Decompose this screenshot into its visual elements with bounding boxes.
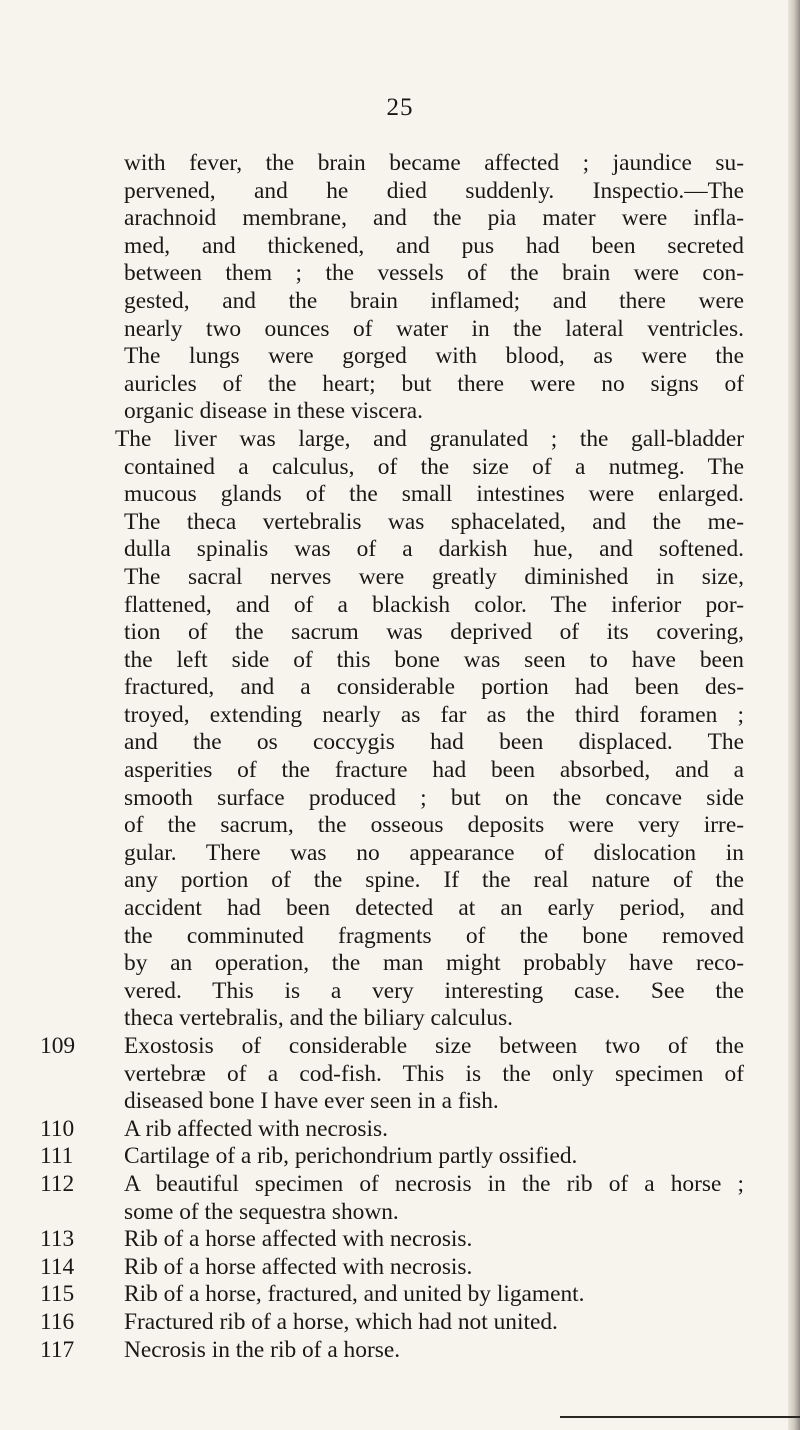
entry-text-line: Rib of a horse affected with necrosis. <box>124 1226 473 1253</box>
entry-text-line: A beautiful specimen of necrosis in the rib of a horse ; <box>124 1170 744 1197</box>
text-line: theca vertebralis, and the biliary calculus. <box>124 1005 514 1032</box>
text-line: with fever, the brain became affected ; jaundice su- <box>124 150 744 176</box>
catalogue-entry-116 <box>40 1308 744 1337</box>
text-line: tion of the sacrum was deprived of its covering, <box>124 619 744 646</box>
entry-number: 112 <box>40 1170 75 1197</box>
text-line: fractured, and a considerable portion had been des- <box>124 674 744 701</box>
catalogue-entry-111 <box>40 1143 744 1171</box>
entry-number: 114 <box>40 1253 75 1280</box>
entry-number: 115 <box>40 1281 75 1308</box>
text-line: accident had been detected at an early period, and <box>124 895 744 922</box>
text-line: med, and thickened, and pus had been secreted <box>124 232 744 259</box>
text-line: mucous glands of the small intestines were enlarged. <box>124 481 744 508</box>
page-number: 25 <box>386 94 414 121</box>
text-line: vered. This is a very interesting case. See the <box>124 977 744 1004</box>
catalogue-entry-115 <box>40 1281 744 1309</box>
catalogue-entry-114 <box>40 1253 744 1282</box>
text-line: the comminuted fragments of the bone removed <box>124 922 744 949</box>
catalogue-entry-117 <box>40 1336 744 1365</box>
text-line: between them ; the vessels of the brain were con- <box>124 260 744 287</box>
entry-number: 111 <box>40 1143 74 1170</box>
entry-text-line: Cartilage of a rib, perichondrium partly ossified. <box>124 1143 578 1170</box>
text-line: dulla spinalis was of a darkish hue, and softened. <box>124 536 744 563</box>
entry-number: 109 <box>40 1033 76 1059</box>
entry-number: 117 <box>40 1336 75 1363</box>
catalogue-entry-110 <box>40 1115 744 1144</box>
text-line: arachnoid membrane, and the pia mater were infla- <box>124 205 744 232</box>
text-line: smooth surface produced ; but on the concave side <box>124 784 744 811</box>
continuation-paragraph <box>115 150 744 1033</box>
text-line: gular. There was no appearance of dislocation in <box>124 839 744 866</box>
text-line: and the os coccygis had been displaced. The <box>124 729 744 756</box>
text-line: nearly two ounces of water in the lateral ventricles. <box>124 315 744 342</box>
text-line: the left side of this bone was seen to have been <box>124 646 744 673</box>
entry-text-line: some of the sequestra shown. <box>124 1198 399 1225</box>
catalogue-entry-112 <box>40 1170 744 1226</box>
text-line: flattened, and of a blackish color. The inferior por- <box>124 591 744 618</box>
catalogue-entry-113 <box>40 1226 744 1254</box>
text-line: of the sacrum, the osseous deposits were very irre- <box>124 812 744 839</box>
text-line: contained a calculus, of the size of a nutmeg. The <box>124 453 744 480</box>
entry-text-line: Fractured rib of a horse, which had not united. <box>124 1308 558 1335</box>
entry-text-line: vertebræ of a cod-fish. This is the only specimen of <box>124 1060 744 1087</box>
entry-number: 113 <box>40 1226 75 1253</box>
text-line: asperities of the fracture had been absorbed, and a <box>124 757 744 784</box>
text-line: pervened, and he died suddenly. Inspectio.—The <box>124 177 744 204</box>
catalogue-entry-109 <box>40 1033 744 1116</box>
entry-text-line: diseased bone I have ever seen in a fish. <box>124 1088 499 1115</box>
entry-text-line: Exostosis of considerable size between two of the <box>124 1033 744 1059</box>
text-line: any portion of the spine. If the real nature of the <box>124 867 744 894</box>
text-line: organic disease in these viscera. <box>124 398 423 425</box>
entry-text-line: Rib of a horse, fractured, and united by ligament. <box>124 1281 585 1308</box>
text-line: The lungs were gorged with blood, as were the <box>124 343 744 370</box>
text-line: The sacral nerves were greatly diminished in size, <box>124 563 744 590</box>
page-body <box>40 150 744 1364</box>
entry-text-line: A rib affected with necrosis. <box>124 1115 388 1142</box>
text-line: The theca vertebralis was sphacelated, and the me- <box>124 508 744 535</box>
entry-number: 116 <box>40 1308 75 1335</box>
bottom-rule <box>560 1416 800 1418</box>
entry-text-line: Necrosis in the rib of a horse. <box>124 1336 401 1363</box>
entry-number: 110 <box>40 1115 75 1142</box>
page-edge-shadow <box>788 0 800 1430</box>
text-line: auricles of the heart; but there were no signs of <box>124 370 744 397</box>
text-line: troyed, extending nearly as far as the third foramen ; <box>124 701 744 728</box>
text-line: The liver was large, and granulated ; the gall-bladder <box>115 425 744 452</box>
entry-text-line: Rib of a horse affected with necrosis. <box>124 1253 473 1280</box>
text-line: by an operation, the man might probably have reco- <box>124 950 744 977</box>
text-line: gested, and the brain inflamed; and there were <box>124 287 744 314</box>
